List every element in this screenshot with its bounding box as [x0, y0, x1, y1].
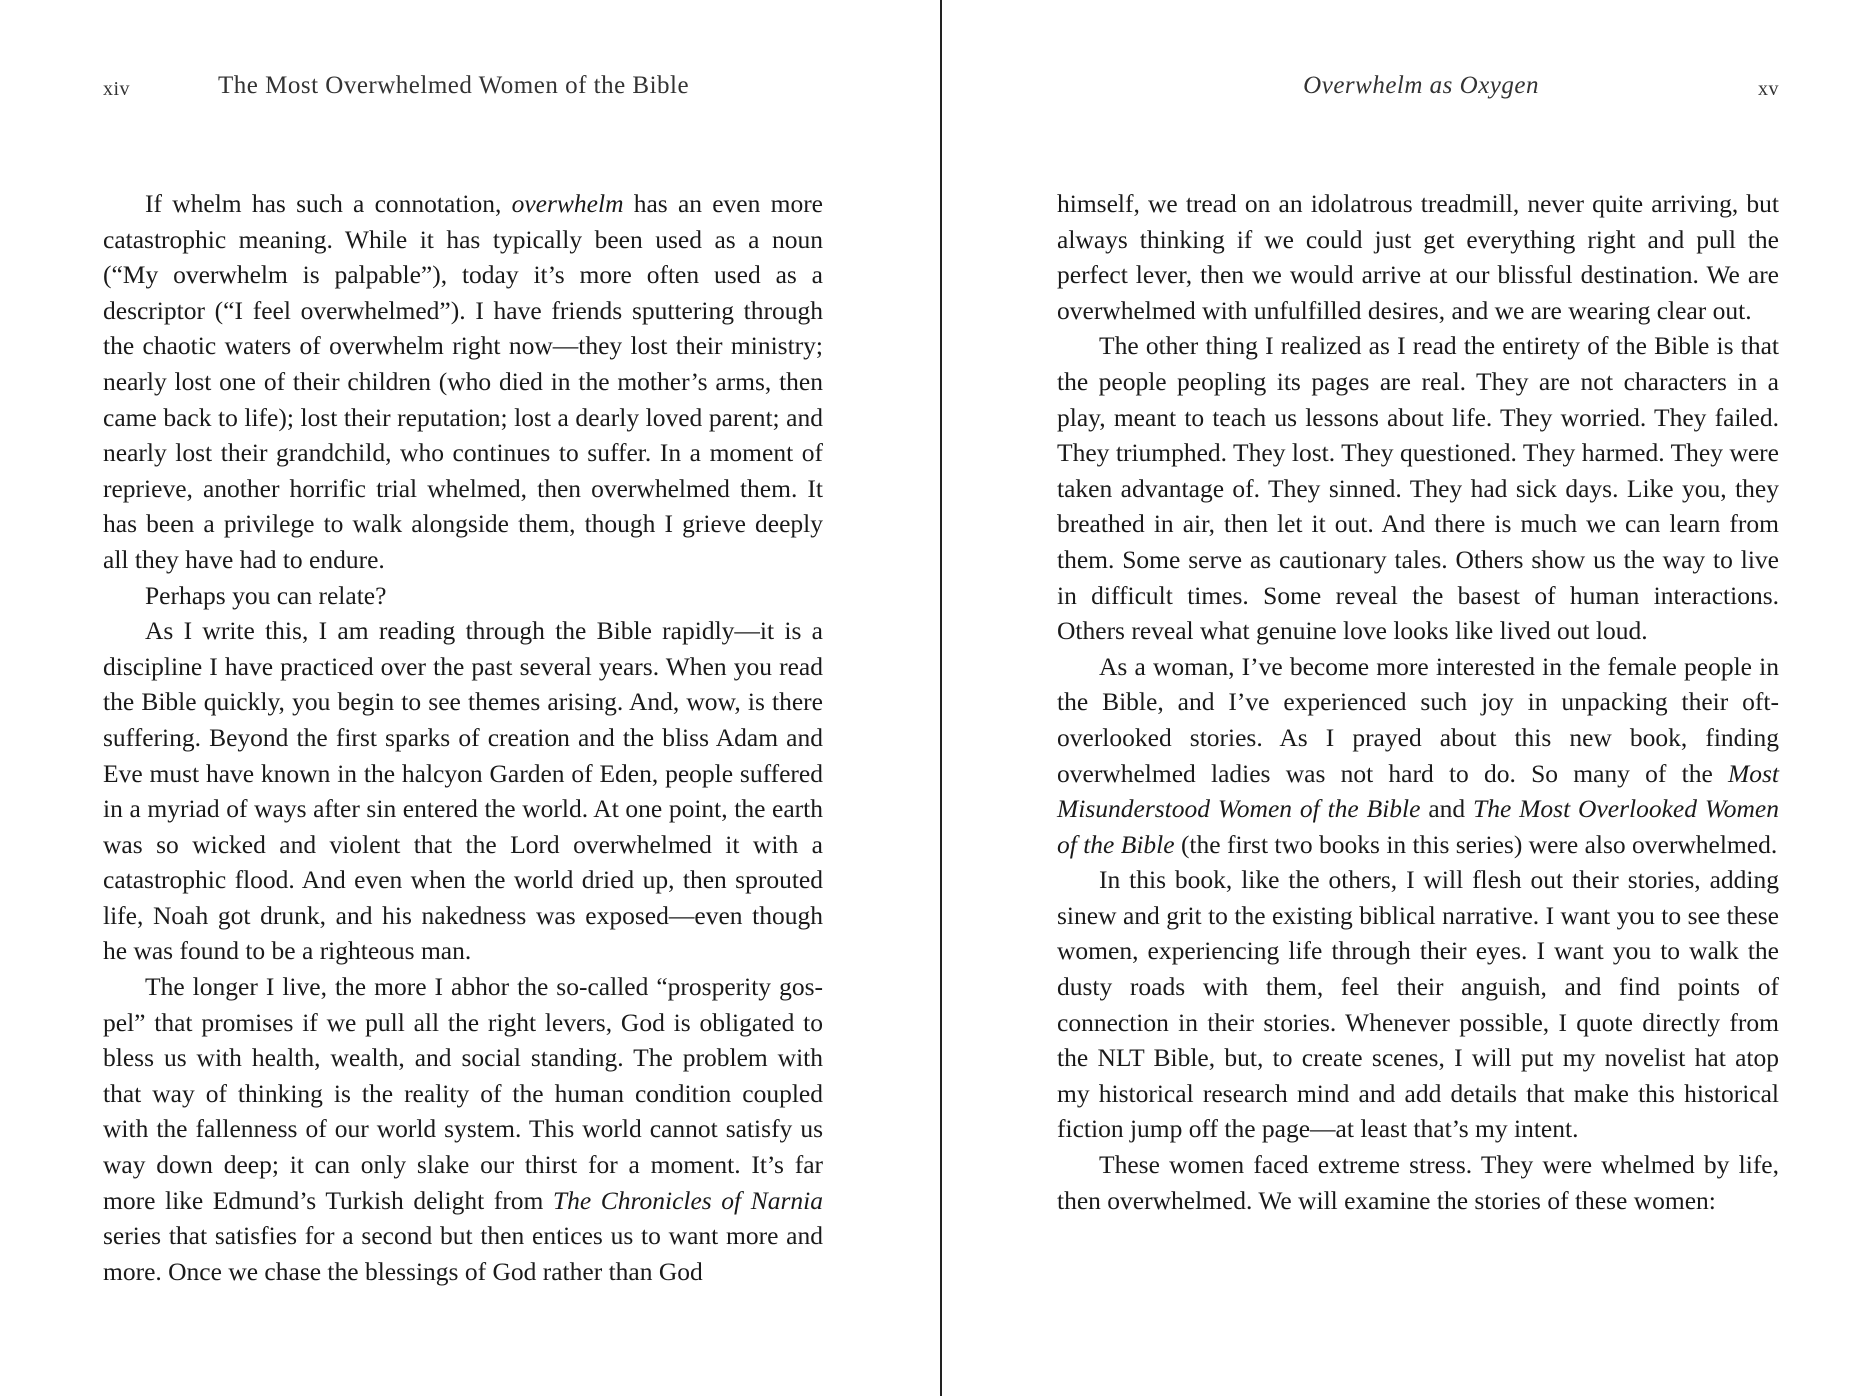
- book-title-reference: The Most Overlooked Women of the Bible: [1057, 794, 1779, 859]
- left-page-body: [103, 186, 823, 1289]
- paragraph: The other thing I realized as I read the entirety of the Bible is that the people peopling its pages are real. They are not characters in a play, meant to teach us lessons about life. They worried. They failed. They triumphed. They lost. They questioned. They harmed. They were taken advantage of. They sinned. They had sick days. Like you, they breathed in air, then let it out. And there is much we can learn from them. Some serve as cautionary tales. Others show us the way to live in difficult times. Some reveal the basest of human interactions. Others reveal what genuine love looks like lived out loud.: [1057, 331, 1779, 646]
- paragraph: As I write this, I am reading through the Bible rapidly—it is a discipline I have practiced over the past several years. When you read the Bible quickly, you begin to see themes arising. And, wow, is there suffering. Beyond the first sparks of creation and the bliss Adam and Eve must have known in the halcyon Garden of Eden, people suffered in a myriad of ways after sin entered the world. At one point, the earth was so wicked and violent that the Lord overwhelmed it with a catastrophic flood. And even when the world dried up, then sprouted life, Noah got drunk, and his nakedness was exposed—even though he was found to be a righteous man.: [103, 616, 823, 966]
- paragraph: The longer I live, the more I abhor the so-called “prosperity gospel” that promises if we pull all the right levers, God is obligated to bless us with health, wealth, and social standing. The problem with that way of thinking is the reality of the human condition coupled with the fallenness of our world system. This world cannot satisfy us way down deep; it can only slake our thirst for a moment. It’s far more like Edmund’s Turkish delight from The Chronicles of Narnia series that satisfies for a second but then entices us to want more and more. Once we chase the blessings of God rather than God: [103, 972, 823, 1286]
- page-number-right: xv: [1758, 78, 1779, 100]
- left-page-header: [103, 72, 823, 112]
- running-head-chapter-title: Overwhelm as Oxygen: [1303, 72, 1539, 99]
- paragraph-continued: himself, we tread on an idolatrous treadmill, never quite arriving, but always thinking if we could just get everything right and pull the perfect lever, then we would arrive at our blissful destination. We are overwhelmed with unfulfilled desires, and we are wearing clear out.: [1057, 189, 1779, 325]
- paragraph: Perhaps you can relate?: [145, 580, 387, 610]
- paragraph: In this book, like the others, I will flesh out their stories, adding sinew and grit to the existing biblical narrative. I want you to see these women, experiencing life through their eyes. I want you to walk the dusty roads with them, feel their anguish, and find points of connection in their stories. Whenever possible, I quote directly from the NLT Bible, but, to create scenes, I will put my novelist hat atop my historical research mind and add details that make this historical fiction jump off the page—at least that’s my intent.: [1057, 865, 1779, 1144]
- paragraph: If whelm has such a connotation, overwhelm has an even more catastrophic meaning. While it has typically been used as a noun (“My overwhelm is palpable”), today it’s more often used as a descriptor (“I feel overwhelmed”). I have friends sputtering through the chaotic waters of overwhelm right now—they lost their ministry; nearly lost one of their children (who died in the mother’s arms, then came back to life); lost their reputation; lost a dearly loved parent; and nearly lost their grandchild, who continues to suffer. In a moment of reprieve, another horrific trial whelmed, then overwhelmed them. It has been a privilege to walk alongside them, though I grieve deeply all they have had to endure.: [103, 189, 823, 574]
- paragraph: These women faced extreme stress. They were whelmed by life, then overwhelmed. We will examine the stories of these women:: [1057, 1150, 1779, 1215]
- right-page-header: [1057, 72, 1779, 112]
- book-title-reference: The Chronicles of Narnia: [552, 1185, 823, 1215]
- right-page: [1057, 0, 1779, 1396]
- running-head-book-title: The Most Overwhelmed Women of the Bible: [218, 72, 690, 99]
- right-page-body: [1057, 186, 1779, 1218]
- page-gutter: [940, 0, 942, 1396]
- left-page: [103, 0, 823, 1396]
- emphasis: overwhelm: [511, 189, 624, 218]
- page-number-left: xiv: [103, 78, 131, 100]
- paragraph: As a woman, I’ve become more interested in the female people in the Bible, and I’ve experienced such joy in unpacking their oft-overlooked stories. As I prayed about this new book, finding overwhelmed ladies was not hard to do. So many of the Most Misunderstood Women of the Bible and The Most Overlooked Women of the Bible (the first two books in this series) were also overwhelmed.: [1057, 651, 1779, 859]
- book-title-reference: Most Misunderstood Women of the Bible: [1057, 758, 1779, 824]
